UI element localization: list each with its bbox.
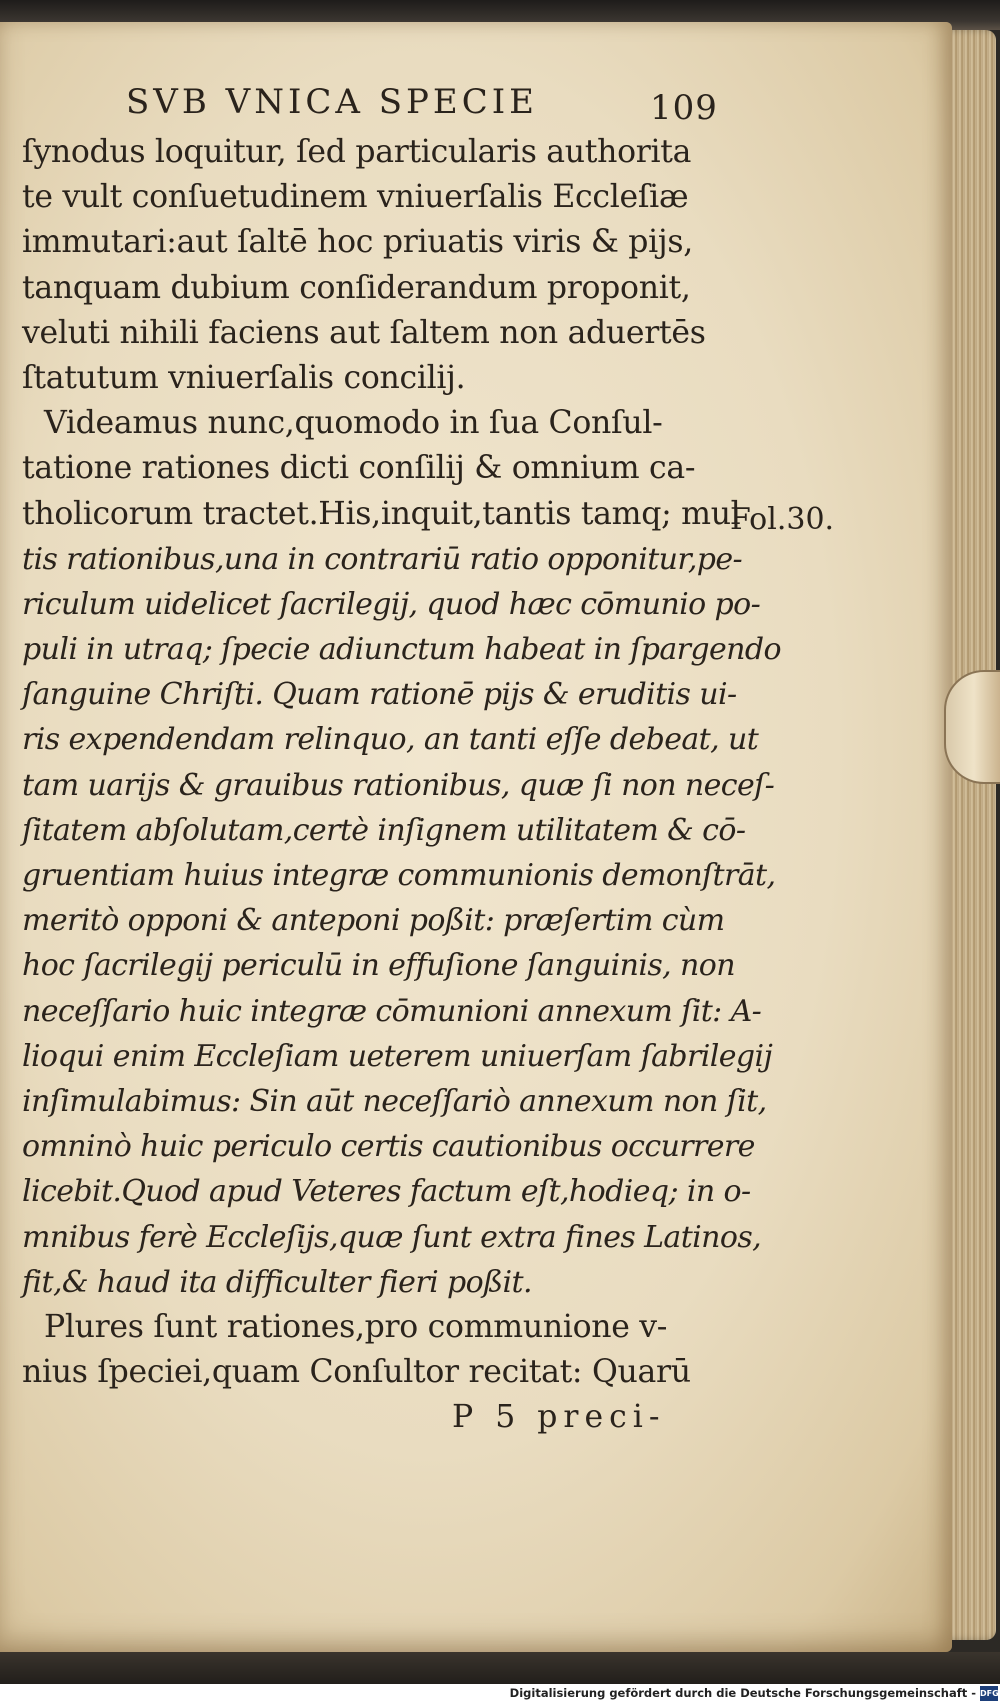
bottom-binding-edge <box>0 1652 1000 1684</box>
text-line: tanquam dubium conſiderandum proponit, <box>22 269 691 306</box>
catchword: P 5 preci- <box>452 1399 666 1436</box>
text-line: tis rationibus,una in contrariū ratio opponitur,pe- <box>22 541 743 577</box>
digitization-footer <box>0 1684 1000 1704</box>
text-line: neceſſario huic integræ cōmunioni annexum ſit: A- <box>22 993 762 1029</box>
text-line: tholicorum tractet.His,inquit,tantis tamq; mul <box>22 495 741 532</box>
text-line: Plures ſunt rationes,pro communione v- <box>44 1308 668 1345</box>
footer-credit: Digitalisierung gefördert durch die Deutsche Forschungsgemeinschaft - <box>509 1686 976 1700</box>
text-line: lioqui enim Eccleſiam ueterem uniuerſam ſabrilegij <box>22 1038 773 1074</box>
dfg-logo-icon: DFG <box>980 1686 998 1701</box>
page-header <box>22 82 742 130</box>
text-line: riculum uidelicet ſacrilegij, quod hæc cōmunio po- <box>22 586 761 622</box>
text-line: fit,& haud ita difficulter fieri poßit. <box>22 1264 532 1300</box>
text-line: nius ſpeciei,quam Conſultor recitat: Quarū <box>22 1354 691 1391</box>
text-line: ſtatutum vniuerſalis concilij. <box>22 359 466 396</box>
text-line: hoc ſacrilegij periculū in effuſione ſanguinis, non <box>22 948 735 984</box>
text-line: Videamus nunc,quomodo in ſua Conſul- <box>44 405 663 442</box>
text-line: puli in utraq; ſpecie adiunctum habeat in ſpargendo <box>22 632 781 668</box>
text-line: omninò huic periculo certis cautionibus occurrere <box>22 1129 755 1165</box>
text-line: gruentiam huius integræ communionis demonſtrāt, <box>22 858 776 893</box>
page-tab-clip <box>944 670 1000 784</box>
text-line: ſitatem abſolutam,certè inſignem utilitatem & cō- <box>22 812 746 848</box>
page-text-block <box>22 82 781 1440</box>
text-line: te vult conſuetudinem vniuerſalis Eccleſiæ <box>22 179 689 216</box>
text-line: licebit.Quod apud Veteres factum eſt,hodieq; in o- <box>22 1174 751 1210</box>
text-line: ſanguine Chriſti. Quam rationē pijs & eruditis ui- <box>22 677 737 713</box>
text-line: veluti nihili faciens aut ſaltem non aduertēs <box>22 314 706 351</box>
running-title: SVB VNICA SPECIE <box>126 82 539 122</box>
text-line: ſynodus loquitur, ſed particularis authorita <box>22 134 692 170</box>
text-line: tatione rationes dicti conſilij & omnium ca- <box>22 450 696 487</box>
text-line: ris expendendam relinquo, an tanti eſſe debeat, ut <box>22 722 759 758</box>
page-number: 109 <box>650 88 718 128</box>
text-line: meritò opponi & anteponi poßit: præſertim cùm <box>22 903 725 939</box>
text-line: tam uarijs & grauibus rationibus, quæ ſi non neceſ- <box>22 767 775 803</box>
text-line: immutari:aut ſaltē hoc priuatis viris & pijs, <box>22 224 693 261</box>
text-line: inſimulabimus: Sin aūt neceſſariò annexum non ſit, <box>22 1083 767 1119</box>
marginal-note: Fol.30. <box>730 502 835 537</box>
text-line: mnibus ferè Eccleſijs,quæ ſunt extra fines Latinos, <box>22 1219 762 1255</box>
